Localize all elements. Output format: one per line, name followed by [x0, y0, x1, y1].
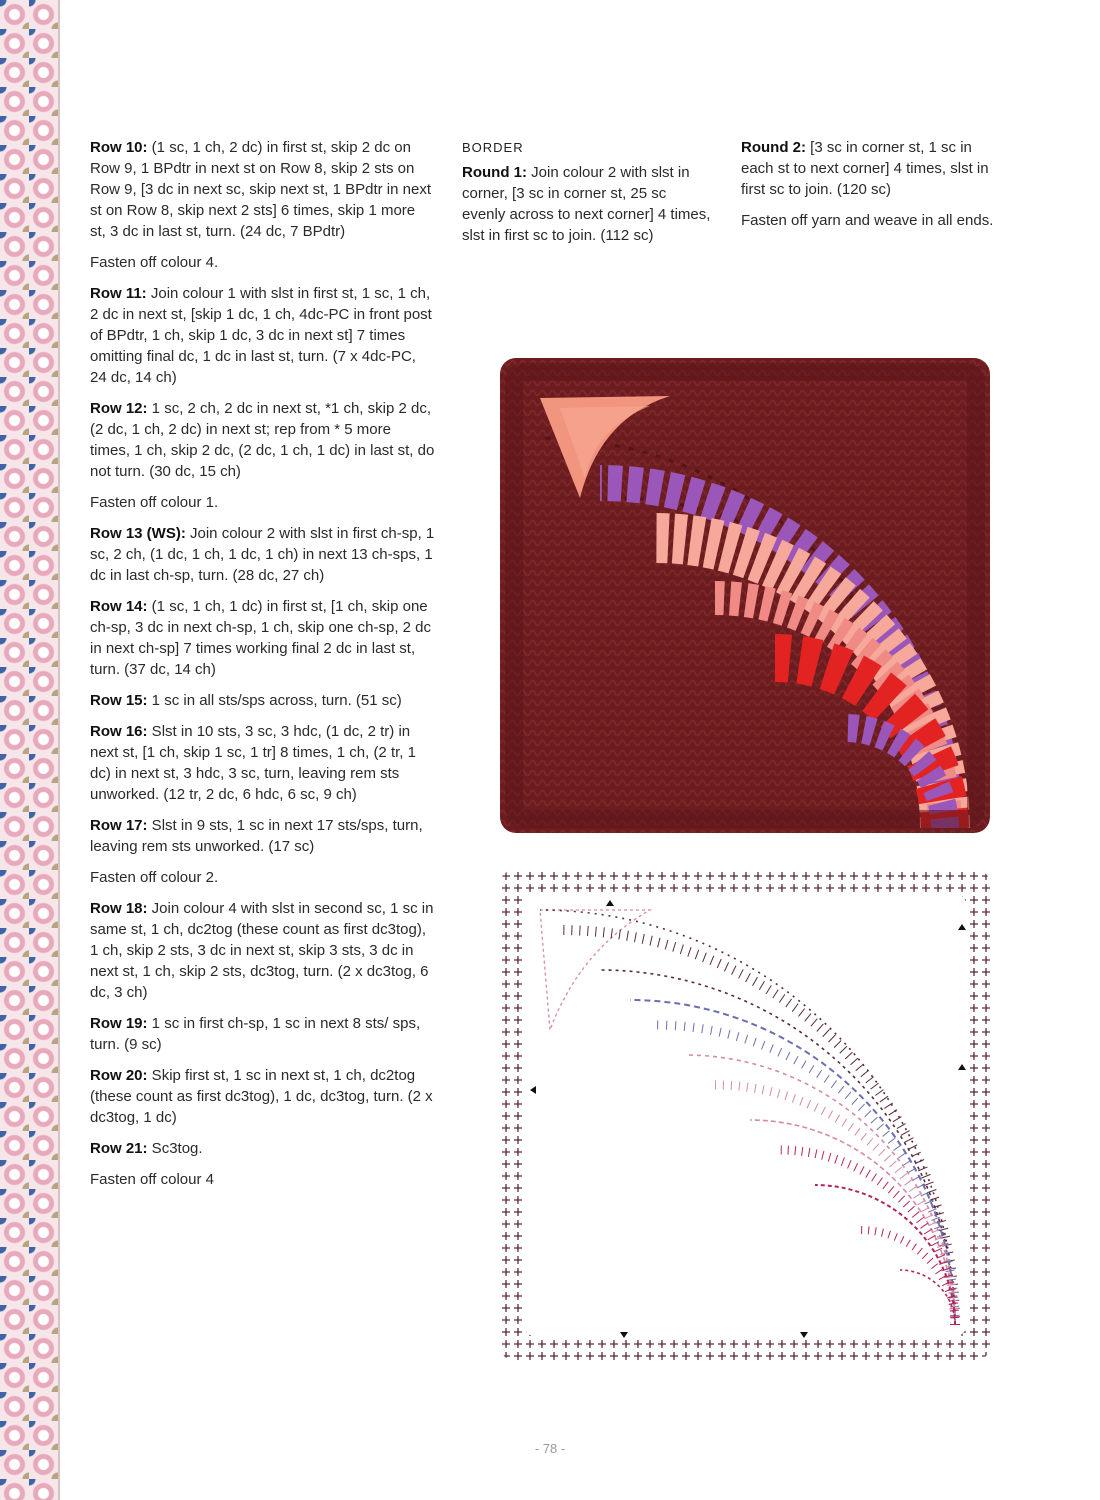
instruction-fasten-off-final: Fasten off yarn and weave in all ends.: [741, 212, 994, 229]
crochet-square-photo: [500, 358, 990, 833]
instruction-row-12: Row 12: 1 sc, 2 ch, 2 dc in next st, *1 ch, skip 2 dc, (2 dc, 1 ch, 2 dc) in next st; rep from * 5 more times, 1 ch, skip 2 dc, (2 dc, 1 ch, 1 dc) in last st, do not turn. (30 dc, 15 ch): [90, 400, 435, 480]
border-instructions: [462, 137, 712, 256]
instruction-row-16: Row 16: Slst in 10 sts, 3 sc, 3 hdc, (1 dc, 2 tr) in next st, [1 ch, skip 1 sc, 1 tr] 8 times, 1 ch, (2 tr, 1 dc) in next st, 3 hdc, 3 sc, turn, leaving rem sts unworked. (12 tr, 2 dc, 6 hdc, 6 sc, 9 ch): [90, 723, 416, 803]
instruction-row-17: Row 17: Slst in 9 sts, 1 sc in next 17 sts/sps, turn, leaving rem sts unworked. (17 sc): [90, 817, 423, 855]
instruction-row-19: Row 19: 1 sc in first ch-sp, 1 sc in next 8 sts/ sps, turn. (9 sc): [90, 1015, 421, 1053]
instructions-column-right: [741, 137, 996, 241]
decorative-side-border: [0, 0, 60, 1500]
instruction-fasten-off: Fasten off colour 4.: [90, 254, 219, 271]
crochet-chart-diagram: [500, 870, 990, 1360]
instruction-row-18: Row 18: Join colour 4 with slst in second sc, 1 sc in same st, 1 ch, dc2tog (these count as first dc3tog), 1 ch, skip 2 sts, 3 dc in next st, skip 3 sts, 3 dc in next st, 1 ch, skip 2 sts, dc3tog, turn. (2 x dc3tog, 6 dc, 3 ch): [90, 900, 434, 1001]
instruction-row-14: Row 14: (1 sc, 1 ch, 1 dc) in first st, [1 ch, skip one ch-sp, 3 dc in next ch-sp, 1 ch, skip one ch-sp, 2 dc in next ch-sp] 7 times working final 2 dc in last st, turn. (37 dc, 14 ch): [90, 598, 432, 678]
instruction-row-10: Row 10: (1 sc, 1 ch, 2 dc) in first st, skip 2 dc on Row 9, 1 BPdtr in next st on Row 8, skip 2 sts on Row 9, [3 dc in next sc, skip next st, 1 BPdtr in next st on Row 8, skip next 2 sts] 6 times, skip 1 more st, 3 dc in last st, turn. (24 dc, 7 BPdtr): [90, 139, 431, 240]
instructions-column-left: [90, 137, 435, 1200]
instruction-row-13: Row 13 (WS): Join colour 2 with slst in first ch-sp, 1 sc, 2 ch, (1 dc, 1 ch, 1 dc, 1 ch) in next 13 ch-sps, 1 dc in last ch-sp, turn. (28 dc, 27 ch): [90, 525, 435, 584]
instruction-row-20: Row 20: Skip first st, 1 sc in next st, 1 ch, dc2tog (these count as first dc3tog), 1 dc, dc3tog, turn. (2 x dc3tog, 1 dc): [90, 1067, 433, 1126]
instruction-fasten-off: Fasten off colour 4: [90, 1171, 214, 1188]
instruction-round-1: Round 1: Join colour 2 with slst in corner, [3 sc in corner st, 25 sc evenly across to next corner] 4 times, slst in first sc to join. (112 sc): [462, 164, 711, 244]
instruction-row-21: Row 21: Sc3tog.: [90, 1140, 203, 1157]
page-number: - 78 -: [534, 1441, 566, 1456]
instruction-round-2: Round 2: [3 sc in corner st, 1 sc in each st to next corner] 4 times, slst in first sc to join. (120 sc): [741, 139, 989, 198]
instruction-fasten-off: Fasten off colour 2.: [90, 869, 219, 886]
border-heading: BORDER: [462, 140, 524, 155]
instruction-fasten-off: Fasten off colour 1.: [90, 494, 219, 511]
instruction-row-15: Row 15: 1 sc in all sts/sps across, turn. (51 sc): [90, 692, 402, 709]
instruction-row-11: Row 11: Join colour 1 with slst in first st, 1 sc, 1 ch, 2 dc in next st, [skip 1 dc, 1 ch, 4dc-PC in front post of BPdtr, 1 ch, skip 1 dc, 3 dc in next st] 7 times omitting final dc, 1 dc in last st, turn. (7 x 4dc-PC, 24 dc, 14 ch): [90, 285, 432, 386]
